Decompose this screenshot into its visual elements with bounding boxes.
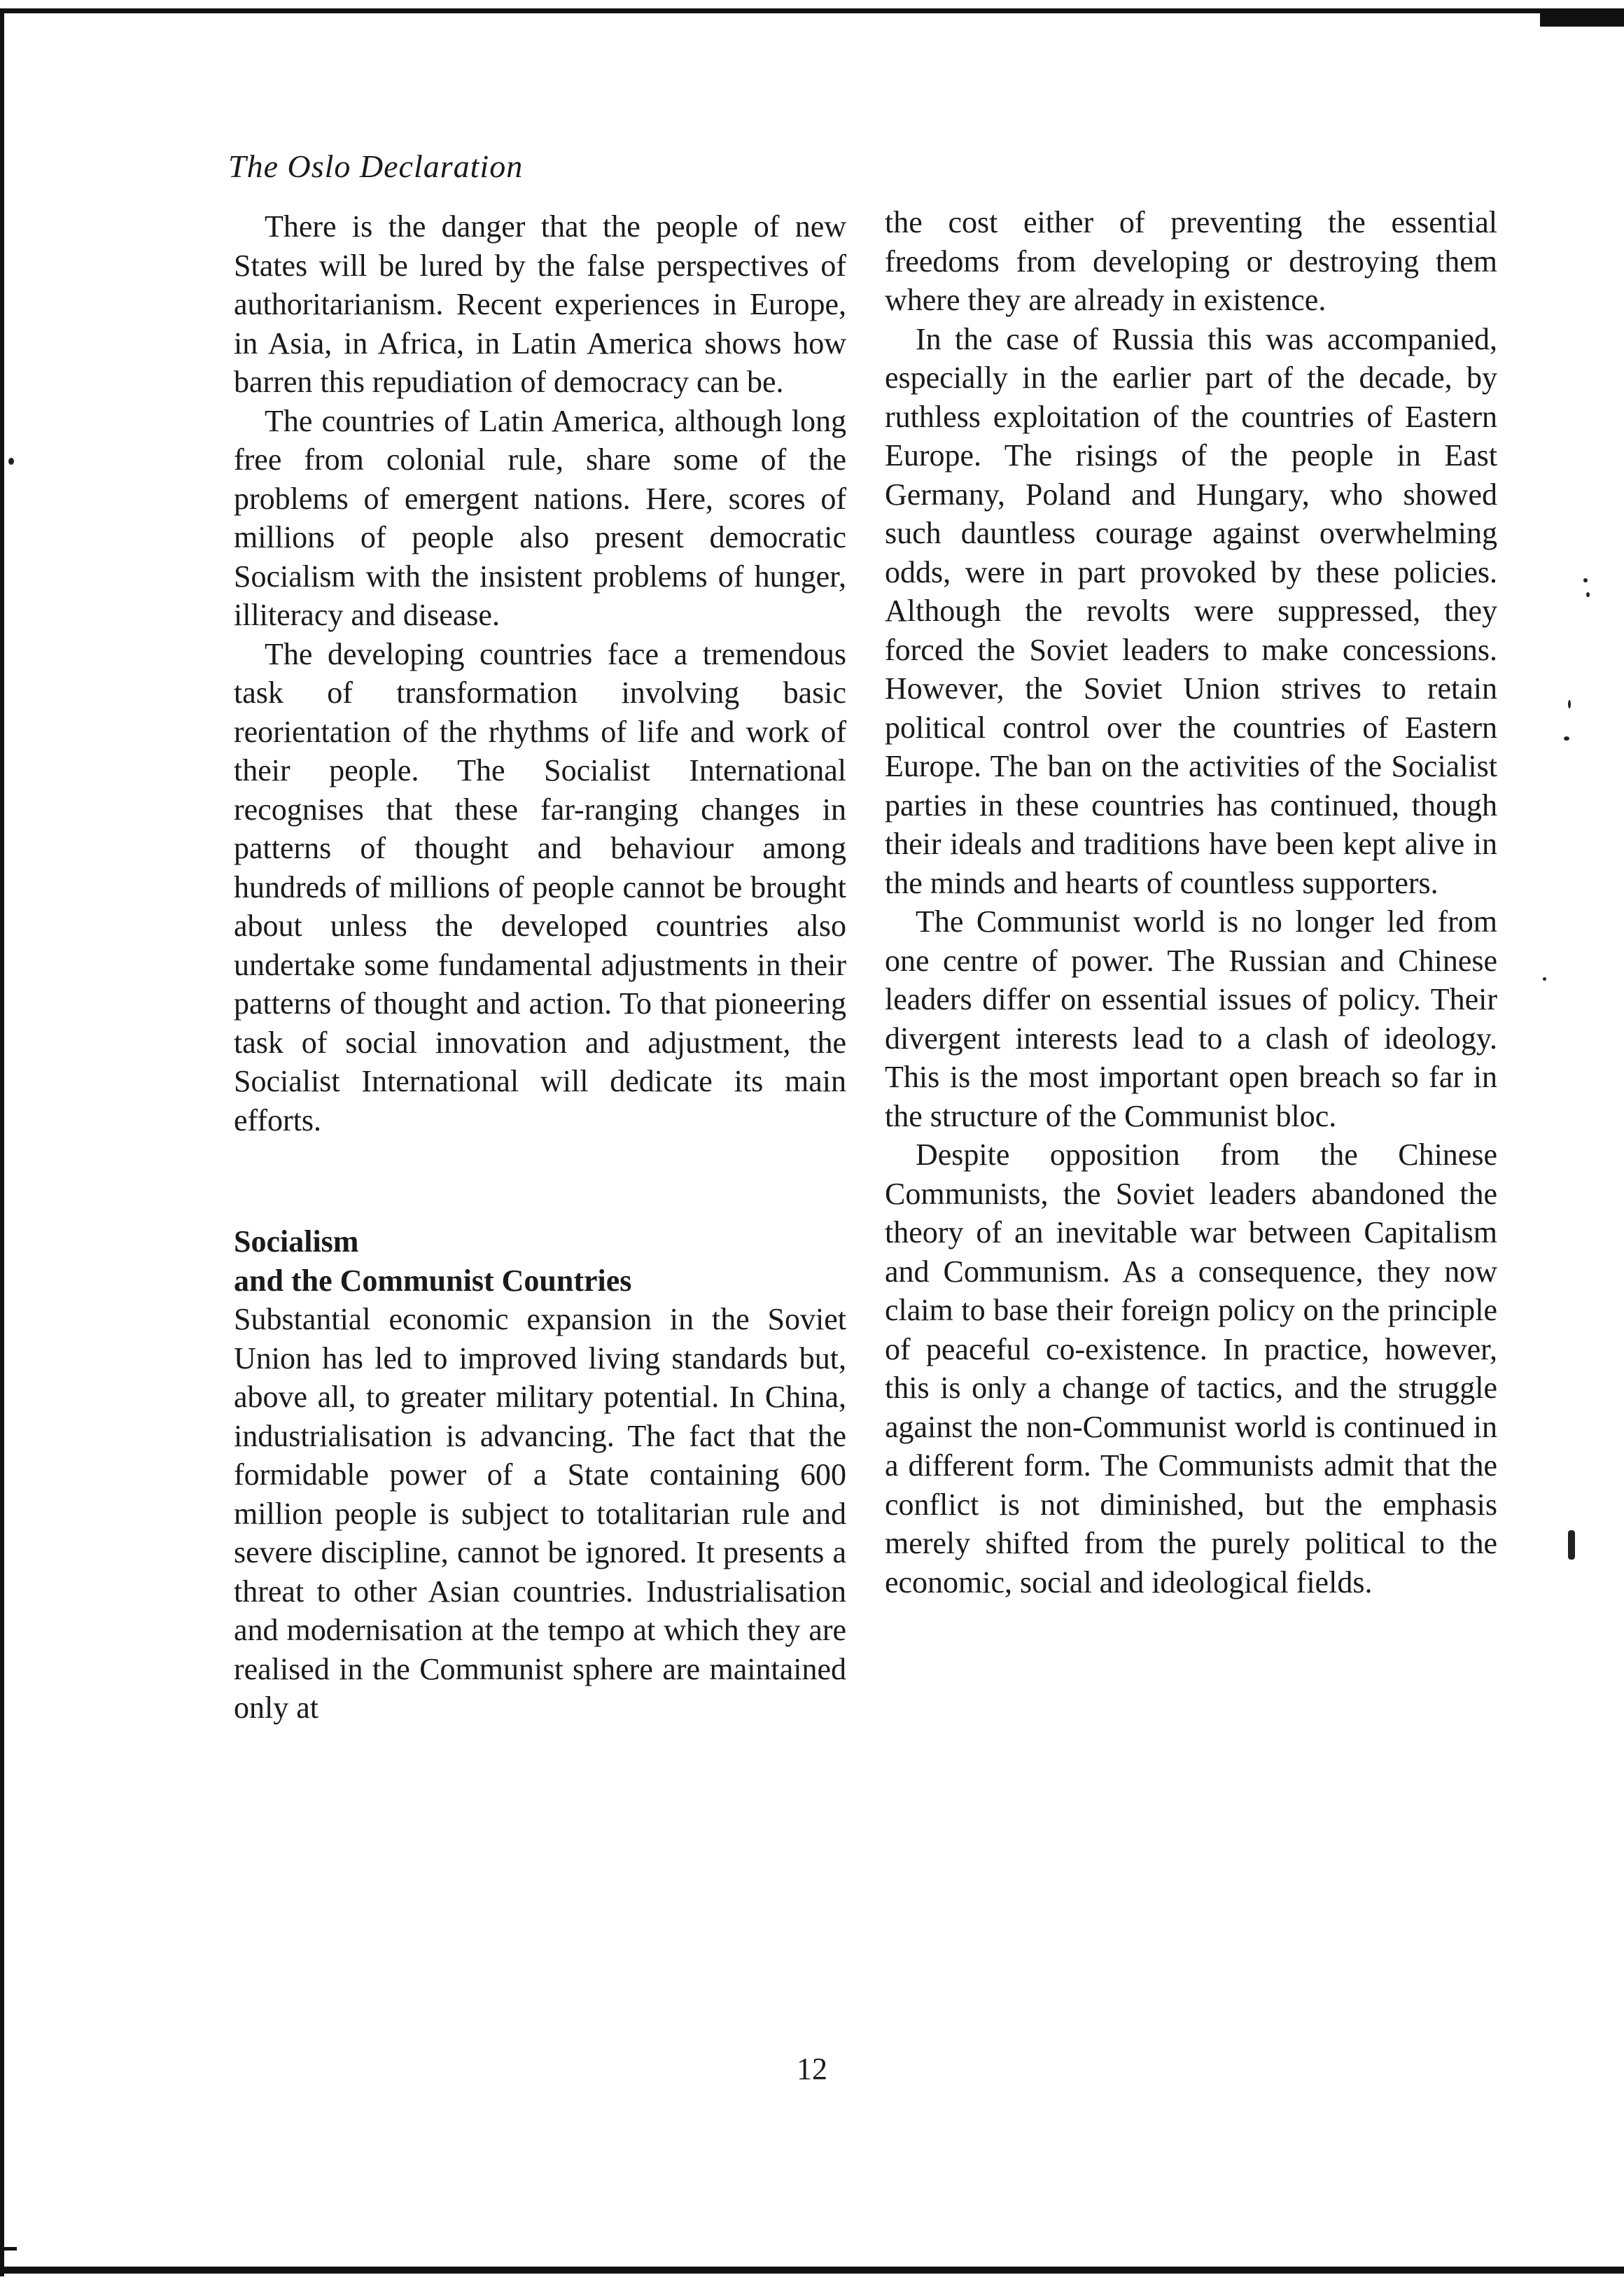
paragraph: There is the danger that the people of new States will be lured by the false perspectives of authoritarianism. Recent experiences in Europe, in Asia, in Africa, in Latin America shows how barren this repudiation of democracy can be. [234, 209, 846, 399]
paragraph: In the case of Russia this was accompanied, especially in the earlier part of the decade, by ruthless exploitation of the countries of Eastern Europe. The risings of the people in East Germany, Poland and Hungary, who showed such dauntless courage against overwhelming odds, were in part provoked by these policies. Although the revolts were suppressed, they forced the Soviet leaders to make concessions. However, the Soviet Union strives to retain political control over the countries of Eastern Europe. The ban on the activities of the Socialist parties in these countries has continued, though their ideals and traditions have been kept alive in the minds and hearts of countless supporters. [885, 321, 1497, 900]
scan-speck [1543, 977, 1546, 981]
scan-speck [1586, 592, 1590, 597]
left-border-rule [0, 8, 4, 2276]
page-number: 12 [797, 2052, 827, 2086]
scan-speck [1568, 700, 1571, 708]
top-border-rule [0, 8, 1624, 13]
scan-speck [1583, 578, 1588, 582]
paragraph: The Communist world is no longer led from one centre of power. The Russian and Chinese leaders differ on essential issues of policy. Their divergent interests lead to a clash of ideology. This is the most important open breach so far in the structure of the Communist bloc. [885, 904, 1497, 1133]
scan-speck [8, 458, 14, 465]
section-heading [234, 1222, 846, 1300]
paragraph: Substantial economic expansion in the Soviet Union has led to improved living standards but, above all, to greater military potential. In China, industrialisation is advancing. The fact that the formidable power of a State containing 600 million people is subject to totalitarian rule and severe discipline, cannot be ignored. It presents a threat to other Asian countries. Industrialisation and modernisation at the tempo at which they are realised in the Communist sphere are maintained only at [234, 1302, 846, 1725]
section-heading-line-2: and the Communist Countries [234, 1263, 632, 1298]
section-heading-line-1: Socialism [234, 1224, 359, 1259]
right-column [885, 203, 1497, 1602]
paragraph: The countries of Latin America, although long free from colonial rule, share some of the problems of emergent nations. Here, scores of millions of people also present democratic Socialism with the insistent problems of hunger, illiteracy and disease. [234, 403, 846, 632]
running-head: The Oslo Declaration [228, 148, 524, 184]
scan-speck [1564, 736, 1569, 741]
scan-speck [1568, 1530, 1575, 1560]
top-border-thick-segment [1540, 8, 1624, 27]
left-column [234, 207, 846, 1728]
section-spacer [234, 1140, 846, 1222]
bottom-border-rule [0, 2267, 1624, 2274]
paragraph-continuation: the cost either of preventing the essential freedoms from developing or destroying them where they are already in existence. [885, 205, 1497, 317]
paragraph: Despite opposition from the Chinese Communists, the Soviet leaders abandoned the theory of an inevitable war between Capitalism and Communism. As a consequence, they now claim to base their foreign policy on the principle of peaceful co-existence. In practice, however, this is only a change of tactics, and the struggle against the non-Communist world is continued in a different form. The Communists admit that the conflict is not diminished, but the emphasis merely shifted from the purely political to the economic, social and ideological fields. [885, 1138, 1497, 1600]
paragraph: The developing countries face a tremendous task of transformation involving basic reorientation of the rhythms of life and work of their people. The Socialist International recognises that these far-ranging changes in patterns of thought and behaviour among hundreds of millions of people cannot be brought about unless the developed countries also undertake some fundamental adjustments in their patterns of thought and action. To that pioneering task of social innovation and adjustment, the Socialist International will dedicate its main efforts. [234, 636, 846, 1138]
bottom-corner-mark [0, 2247, 17, 2250]
